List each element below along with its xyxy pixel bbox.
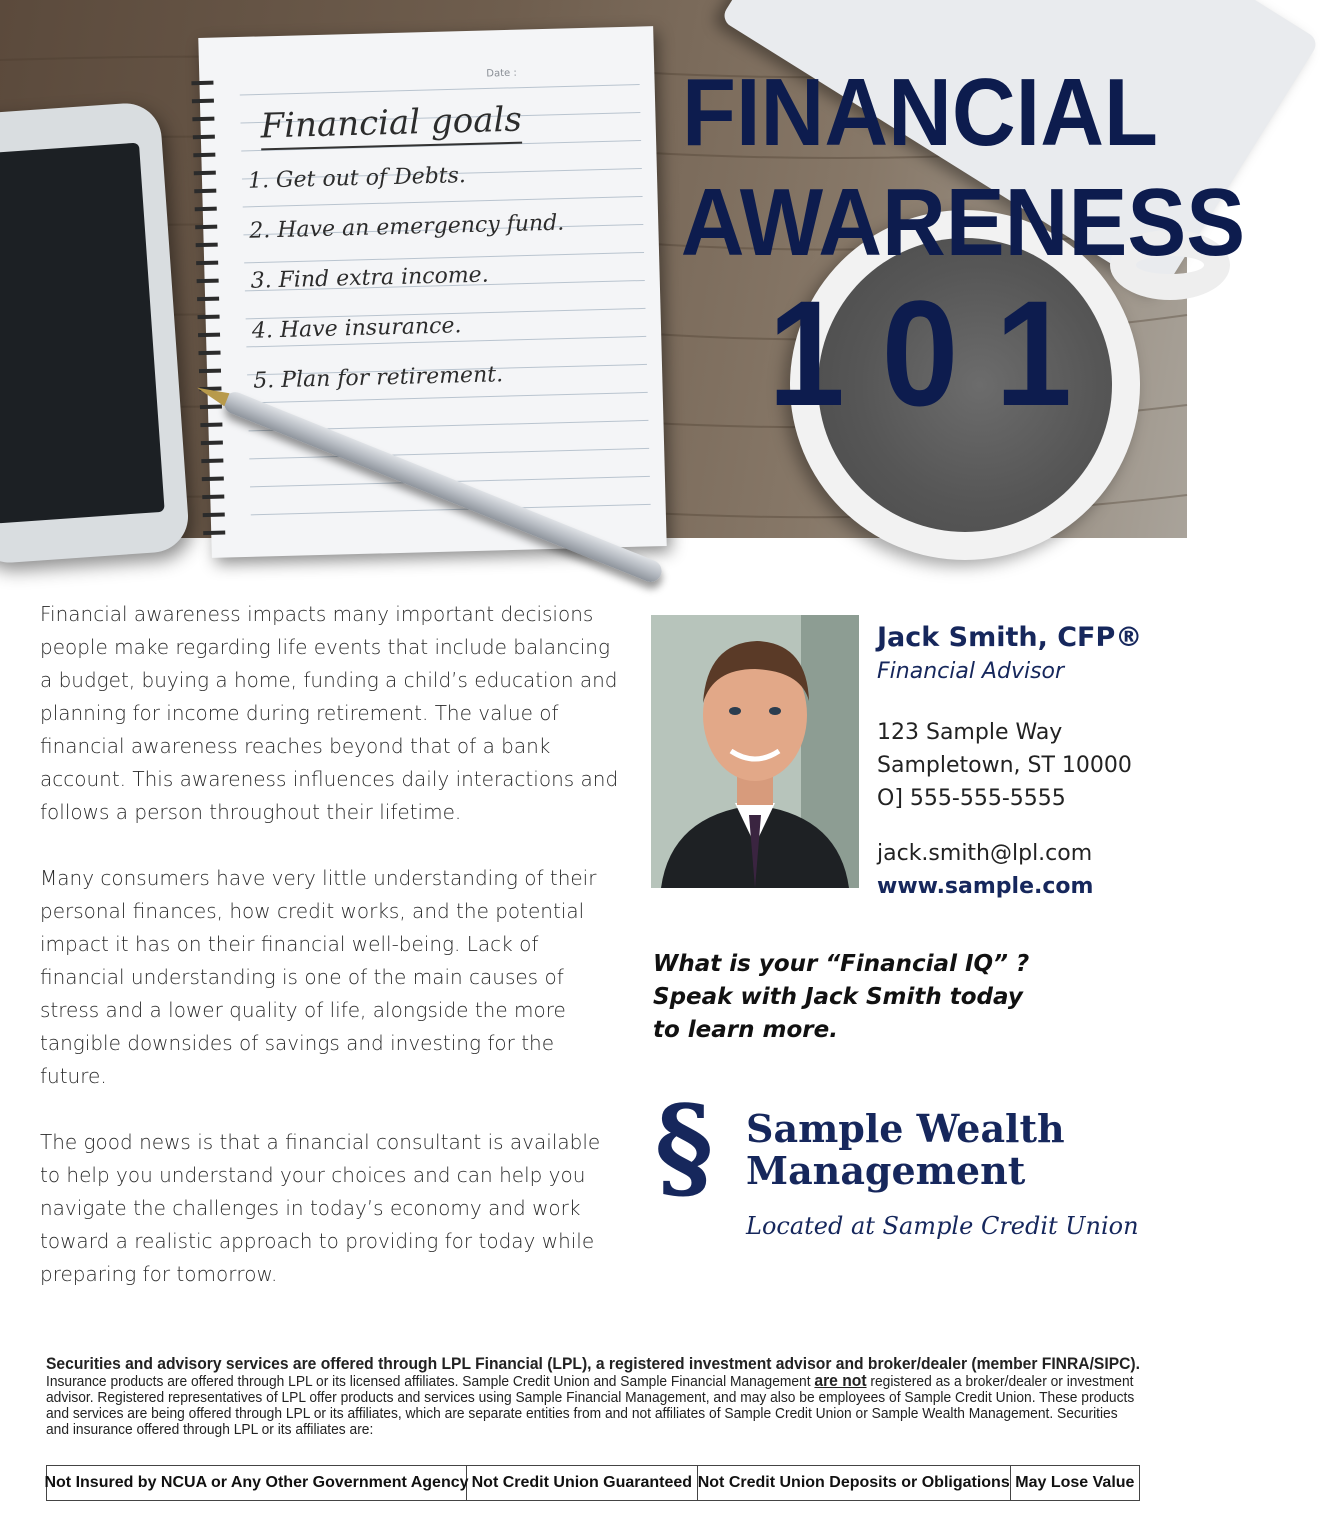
disclaimer-cell: Not Insured by NCUA or Any Other Government Agency xyxy=(47,1466,467,1500)
logo-subtitle: Located at Sample Credit Union xyxy=(746,1212,1139,1240)
email-link[interactable]: jack.smith@lpl.com xyxy=(877,841,1093,866)
disclosure-lead: Securities and advisory services are offered through LPL Financial (LPL), a registered investment advisor and broker/dealer (member FINRA/SIPC). xyxy=(46,1354,1140,1373)
body-copy xyxy=(40,598,620,1324)
section-sign-logo-icon: § xyxy=(654,1082,714,1213)
hero-title-line3: 101 xyxy=(768,269,1109,437)
hero-title xyxy=(680,58,1246,437)
hero-banner xyxy=(0,0,1246,538)
hero-title-line2: AWARENESS xyxy=(680,169,1246,276)
logo-line-1: Sample Wealth xyxy=(746,1106,1065,1151)
phone-number: O] 555-555-5555 xyxy=(877,786,1066,811)
body-paragraph: Many consumers have very little understanding of their personal finances, how credit works, and the potential impact it has on their financial well-being. Lack of financial understanding is one of the main causes of stress and a lower quality of life, alongside the more tangible downsides of savings and investing for the future. xyxy=(40,866,597,1088)
disclaimer-table xyxy=(46,1465,1140,1501)
disclaimer-cell: Not Credit Union Guaranteed xyxy=(467,1466,698,1500)
company-logo-text xyxy=(746,1108,1065,1192)
advisor-name: Jack Smith, CFP® xyxy=(877,622,1143,653)
legal-disclosure xyxy=(46,1356,1141,1438)
notebook-date-label: Date : xyxy=(486,67,517,80)
advisor-photo xyxy=(651,615,859,888)
advisor-portrait-illustration xyxy=(651,615,859,888)
advisor-contact-card xyxy=(877,620,1177,903)
disclosure-emphasis: are not xyxy=(814,1371,867,1390)
disclaimer-cell: May Lose Value xyxy=(1015,1474,1135,1491)
goal-item: 2. Have an emergency fund. xyxy=(249,210,565,244)
logo-line-2: Management xyxy=(746,1148,1026,1193)
goals-heading: Financial goals xyxy=(260,100,522,151)
goal-item: 3. Find extra income. xyxy=(250,262,489,294)
goal-item: 5. Plan for retirement. xyxy=(252,362,504,394)
disclosure-text: Insurance products are offered through LPL or its licensed affiliates. Sample Credit Union and Sample Financial Management xyxy=(46,1373,815,1390)
address-line-2: Sampletown, ST 10000 xyxy=(877,753,1132,778)
goals-list xyxy=(240,97,648,407)
body-paragraph: The good news is that a financial consultant is available to help you understand your choices and can help you navigate the challenges in today’s economy and work toward a realistic approach to providing for today while preparing for tomorrow. xyxy=(40,1130,601,1286)
disclosure-text: registered as a broker/dealer or investment advisor. Registered representatives of LPL offer products and services using Sample Financial Management, and may also be employees of Sample Credit Union. These products and services are being offered through LPL or its affiliates, which are separate entities from and not affiliates of Sample Credit Union or Sample Wealth Management. Securities and insurance offered through LPL or its affiliates are: xyxy=(46,1373,1135,1438)
cta-line: to learn more. xyxy=(653,1017,838,1043)
smartphone-image xyxy=(0,101,190,565)
body-paragraph: Financial awareness impacts many important decisions people make regarding life events that include balancing a budget, buying a home, funding a child’s education and planning for income during retirement. The value of financial awareness reaches beyond that of a bank account. This awareness influences daily interactions and follows a person throughout their lifetime. xyxy=(40,602,619,824)
disclaimer-cell: Not Credit Union Deposits or Obligations xyxy=(698,1466,1011,1500)
call-to-action xyxy=(653,948,1173,1047)
goal-item: 4. Have insurance. xyxy=(251,313,462,344)
address-line-1: 123 Sample Way xyxy=(877,720,1063,745)
cta-line: What is your “Financial IQ” ? xyxy=(653,951,1030,977)
goal-item: 1. Get out of Debts. xyxy=(247,163,467,194)
advisor-title: Financial Advisor xyxy=(877,659,1065,684)
cta-line: Speak with Jack Smith today xyxy=(653,984,1023,1010)
website-link[interactable]: www.sample.com xyxy=(877,874,1094,899)
hero-title-line1: FINANCIAL xyxy=(682,59,1158,166)
